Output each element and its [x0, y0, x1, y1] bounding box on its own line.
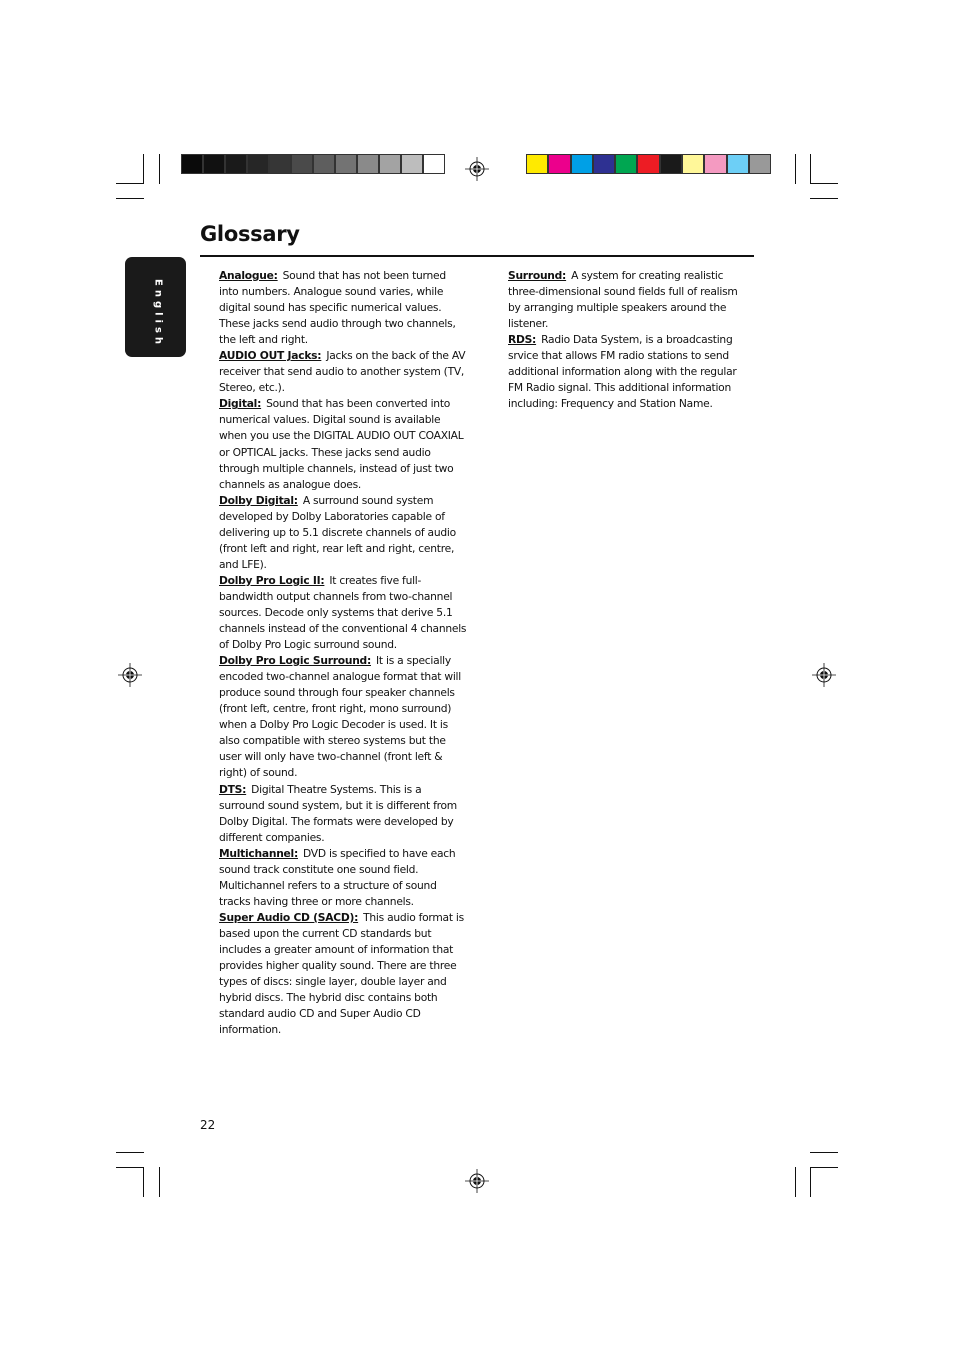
crop-mark	[143, 154, 144, 184]
calibration-swatch	[593, 154, 615, 174]
calibration-swatch	[181, 154, 203, 174]
calibration-swatch	[423, 154, 445, 174]
calibration-swatch	[313, 154, 335, 174]
calibration-swatch	[247, 154, 269, 174]
calibration-swatch	[727, 154, 749, 174]
crop-mark	[810, 1152, 838, 1153]
glossary-entry	[219, 653, 467, 781]
calibration-swatch	[269, 154, 291, 174]
crop-mark	[810, 1167, 811, 1197]
glossary-entry	[219, 573, 467, 653]
calibration-swatch	[291, 154, 313, 174]
glossary-term: Multichannel:	[219, 846, 298, 860]
calibration-swatch	[682, 154, 704, 174]
crop-mark	[795, 1167, 796, 1197]
registration-target-icon	[465, 157, 489, 181]
crop-mark	[159, 154, 160, 184]
glossary-definition: A surround sound system developed by Dolby Laboratories capable of delivering up to 5.1 discrete channels of audio (front left and right, rear left and right, centre, and LFE).	[219, 493, 456, 571]
glossary-entry	[508, 268, 746, 332]
calibration-swatch	[526, 154, 548, 174]
glossary-term: Surround:	[508, 269, 567, 282]
glossary-entry	[219, 493, 467, 573]
glossary-definition: Radio Data System, is a broadcasting srvice that allows FM radio stations to send additional information along with the regular FM Radio signal. This additional information including: Frequency and Station Name.	[508, 333, 737, 411]
crop-mark	[116, 198, 144, 199]
glossary-definition: Digital Theatre Systems. This is a surround sound system, but it is different from Dolby Digital. The formats were developed by different companies.	[219, 782, 457, 844]
glossary-term: Super Audio CD (SACD):	[219, 910, 359, 924]
color-calibration-bar	[526, 154, 771, 176]
crop-mark	[810, 198, 838, 199]
crop-mark	[810, 183, 838, 184]
language-tab-label: English	[152, 279, 164, 349]
glossary-term: Digital:	[219, 397, 262, 411]
glossary-entry	[219, 846, 467, 910]
crop-mark	[159, 1167, 160, 1197]
calibration-swatch	[335, 154, 357, 174]
glossary-definition: This audio format is based upon the current CD standards but includes a greater amount of information that provides higher quality sound. There are three types of discs: single layer, double layer and hybrid discs. The hybrid disc contains both standard audio CD and Super Audio CD information.	[219, 910, 464, 1037]
registration-target-icon	[465, 1169, 489, 1193]
glossary-column-right	[508, 268, 746, 412]
glossary-term: RDS:	[508, 333, 537, 347]
glossary-term: AUDIO OUT Jacks:	[219, 349, 322, 363]
page-number: 22	[200, 1118, 216, 1132]
calibration-swatch	[637, 154, 659, 174]
glossary-term: DTS:	[219, 782, 247, 796]
glossary-term: Dolby Pro Logic II:	[219, 573, 325, 587]
calibration-swatch	[225, 154, 247, 174]
crop-mark	[116, 1152, 144, 1153]
calibration-swatch	[548, 154, 570, 174]
crop-mark	[116, 1167, 144, 1168]
glossary-definition: A system for creating realistic three-dimensional sound fields full of realism by arranging multiple speakers around the listener.	[508, 269, 738, 331]
calibration-swatch	[749, 154, 771, 174]
crop-mark	[810, 154, 811, 184]
glossary-definition: Sound that has been converted into numerical values. Digital sound is available when you use the DIGITAL AUDIO OUT COAXIAL or OPTICAL jacks. These jacks send audio through multiple channels, instead of just two channels as analogue does.	[219, 397, 464, 491]
calibration-swatch	[379, 154, 401, 174]
glossary-definition: It is a specially encoded two-channel analogue format that will produce sound through four speaker channels (front left, centre, front right, mono surround) when a Dolby Pro Logic Decoder is used. It is also compatible with stereo systems but the user will only have two-channel (front left & right) of sound.	[219, 654, 461, 780]
page-title: Glossary	[200, 222, 300, 246]
glossary-entry	[219, 396, 467, 492]
calibration-swatch	[615, 154, 637, 174]
calibration-swatch	[660, 154, 682, 174]
glossary-definition: DVD is specified to have each sound track constitute one sound field. Multichannel refers to a structure of sound tracks having three or more channels.	[219, 846, 456, 908]
glossary-entry	[219, 910, 467, 1038]
calibration-swatch	[571, 154, 593, 174]
glossary-entry	[219, 782, 467, 846]
glossary-entry	[219, 348, 467, 396]
glossary-term: Dolby Pro Logic Surround:	[219, 654, 371, 668]
calibration-swatch	[203, 154, 225, 174]
crop-mark	[116, 183, 144, 184]
registration-target-icon	[118, 663, 142, 687]
crop-mark	[795, 154, 796, 184]
calibration-swatch	[357, 154, 379, 174]
crop-mark	[143, 1167, 144, 1197]
calibration-swatch	[401, 154, 423, 174]
glossary-definition: It creates five full-bandwidth output channels from two-channel sources. Decode only systems that derive 5.1 channels instead of the conventional 4 channels of Dolby Pro Logic surround sound.	[219, 573, 467, 652]
language-tab	[125, 257, 186, 357]
glossary-column-left	[219, 268, 467, 1038]
glossary-entry	[219, 268, 467, 348]
registration-target-icon	[812, 663, 836, 687]
glossary-definition: Jacks on the back of the AV receiver that send audio to another system (TV, Stereo, etc.).	[219, 349, 466, 395]
calibration-swatch	[704, 154, 726, 174]
grayscale-calibration-bar	[181, 154, 445, 176]
glossary-entry	[508, 332, 746, 412]
crop-mark	[810, 1167, 838, 1168]
glossary-definition: Sound that has not been turned into numbers. Analogue sound varies, while digital sound has specific numerical values. These jacks send audio through two channels, the left and right.	[219, 269, 456, 347]
title-rule	[200, 255, 754, 257]
glossary-term: Analogue:	[219, 269, 278, 282]
glossary-term: Dolby Digital:	[219, 493, 298, 507]
